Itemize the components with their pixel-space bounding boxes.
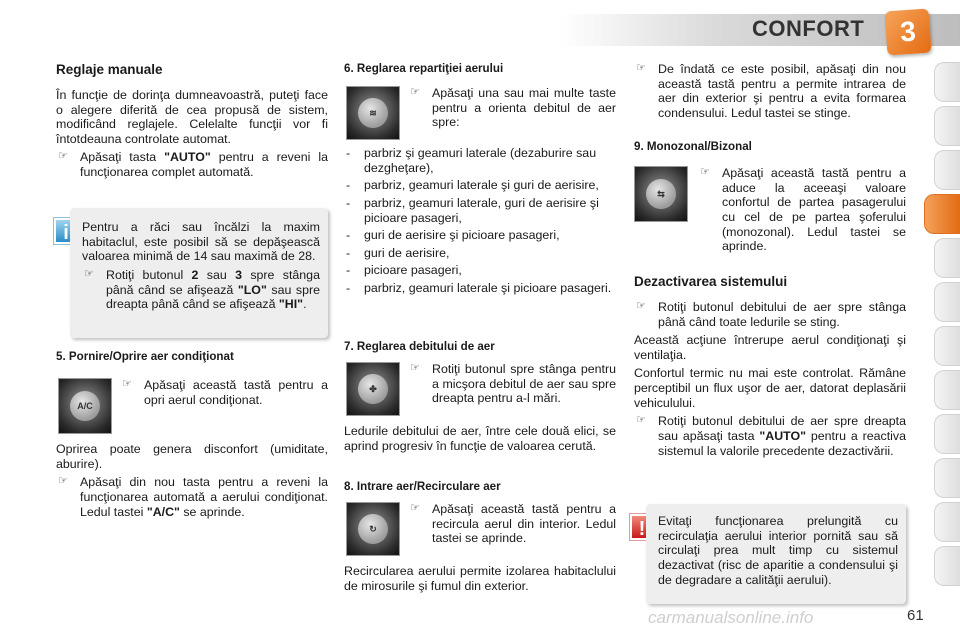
section-9-title: 9. Monozonal/Bizonal (634, 140, 752, 153)
chapter-tab[interactable] (934, 326, 960, 366)
chapter-tab-active[interactable] (924, 194, 960, 234)
section-8-title: 8. Intrare aer/Recirculare aer (344, 480, 501, 493)
deactivation-section (634, 274, 906, 462)
intro-paragraph: În funcţie de dorinţa dumneavoastră, puteţi face o alegere diferită de cea propusă de sistem, modificând reglajele. Celelalte funcţii vor fi întotdeauna controlate automat. (56, 87, 328, 146)
mono-bizone-button-image (634, 166, 688, 222)
section-title-manual: Reglaje manuale (56, 62, 163, 77)
chapter-number-badge: 3 (885, 9, 932, 56)
list-item: - parbriz, geamuri laterale, guri de aerisire şi picioare pasageri, (346, 195, 599, 225)
list-item: - parbriz, geamuri laterale şi guri de aerisire, (346, 178, 599, 193)
warning-text: Evitaţi funcţionarea prelungită cu recirculaţia aerului interior pornită sau să circulaţi prea mult timp cu sistemul dezactivat (risc de aparitie a condensului şi de degradare a calităţii aerului). (658, 514, 898, 587)
pointing-hand-icon: ☞ (636, 62, 646, 74)
pointing-hand-icon: ☞ (58, 475, 68, 488)
chapter-tab[interactable] (934, 414, 960, 454)
chapter-tab[interactable] (934, 238, 960, 278)
recirc-off-bullet: ☞ De îndată ce este posibil, apăsaţi din nou această tastă pentru a permite intrarea de aer din exterior şi pentru a evita formarea condensului. Ledul tastei se stinge. (636, 62, 906, 120)
list-item: - parbriz şi geamuri laterale (dezaburire sau dezgheţare), (346, 146, 597, 175)
distribution-list (344, 146, 616, 299)
chapter-tabs (934, 62, 960, 590)
pointing-hand-icon: ☞ (84, 267, 94, 280)
section-8-para: Recircularea aerului permite izolarea habitaclului de mirosurile şi fumul din exterior. (344, 564, 616, 593)
mono-zone-icon: ⇆ (646, 179, 676, 209)
list-item: - guri de aerisire şi picioare pasageri, (346, 228, 560, 243)
page-number: 61 (907, 607, 924, 624)
recirculation-button-image (346, 502, 400, 556)
section-5 (56, 350, 328, 372)
chapter-tab[interactable] (934, 458, 960, 498)
section-6-bullet: ☞ Apăsaţi una sau mai multe taste pentru a orienta debitul de aer spre: (410, 86, 616, 130)
ac-snowflake-icon: A/C (70, 391, 100, 421)
pointing-hand-icon: ☞ (410, 362, 420, 374)
deact-bullet-1: ☞ Rotiţi butonul debitului de aer spre stânga până când toate ledurile se sting. (636, 299, 906, 329)
list-item: - guri de aerisire, (346, 245, 450, 260)
watermark: carmanualsonline.info (648, 608, 814, 627)
warning-icon: ! (630, 514, 654, 540)
chapter-tab[interactable] (934, 546, 960, 586)
deact-para-2: Confortul termic nu mai este controlat. Rămâne perceptibil un flux uşor de aer, datorat deplasării vehiculului. (634, 366, 906, 410)
column-1 (56, 62, 328, 184)
section-5-bullet: ☞ Apăsaţi această tastă pentru a opri aerul condiţionat. (122, 378, 328, 407)
section-5-title: 5. Pornire/Oprire aer condiţionat (56, 350, 234, 363)
air-distribution-icon: ≋ (358, 98, 388, 128)
chapter-tab[interactable] (934, 106, 960, 146)
pointing-hand-icon: ☞ (410, 502, 420, 514)
section-7-bullet: ☞ Rotiţi butonul spre stânga pentru a micşora debitul de aer sau spre dreapta pentru a-l mări. (410, 362, 616, 406)
info-bullet: ☞ Rotiţi butonul 2 sau 3 spre stânga până când se afişează "LO" sau spre dreapta până când se afişează "HI". (84, 267, 320, 312)
info-icon: i (54, 218, 78, 244)
pointing-hand-icon: ☞ (700, 166, 710, 178)
deact-para-1: Această acţiune întrerupe aerul condiţionaţi şi ventilaţia. (634, 333, 906, 362)
chapter-tab[interactable] (934, 62, 960, 102)
air-flow-knob-image (346, 362, 400, 416)
section-7-para: Ledurile debitului de aer, între cele două elici, se aprind progresiv în funcţie de valoarea cerută. (344, 424, 616, 453)
chapter-tab[interactable] (934, 502, 960, 542)
bullet-auto: ☞ Apăsaţi tasta "AUTO" pentru a reveni la funcţionarea complet automată. (58, 150, 328, 180)
column-3 (634, 62, 906, 125)
pointing-hand-icon: ☞ (636, 414, 646, 427)
info-box (70, 208, 328, 338)
section-7-title: 7. Reglarea debitului de aer (344, 340, 495, 353)
pointing-hand-icon: ☞ (58, 150, 68, 163)
pointing-hand-icon: ☞ (122, 378, 132, 390)
section-5-bullet2: ☞ Apăsaţi din nou tasta pentru a reveni la funcţionarea automată a aerului condiţionat. Ledul tastei "A/C" se aprinde. (58, 475, 328, 519)
fan-icon: ✤ (358, 374, 388, 404)
section-8-bullet: ☞ Apăsaţi această tastă pentru a recircula aerul din interior. Ledul tastei se aprinde. (410, 502, 616, 546)
warning-box (646, 504, 906, 604)
chapter-tab[interactable] (934, 150, 960, 190)
pointing-hand-icon: ☞ (410, 86, 420, 98)
section-5-para: Oprirea poate genera disconfort (umiditate, aburire). (56, 442, 328, 471)
air-distribution-button-image (346, 86, 400, 140)
page-header (0, 0, 960, 52)
section-6-title: 6. Reglarea repartiţiei aerului (344, 62, 504, 75)
deact-bullet-2: ☞ Rotiţi butonul debitului de aer spre dreapta sau apăsaţi tasta "AUTO" pentru a reactiva sistemul la valorile precedente dezactivării. (636, 414, 906, 458)
info-text: Pentru a răci sau încălzi la maxim habitaclul, este posibil să se depăşească valoarea minimă de 14 sau maximă de 28. (82, 220, 320, 264)
recirculation-icon: ↻ (358, 514, 388, 544)
deactivation-title: Dezactivarea sistemului (634, 274, 788, 289)
list-item: - picioare pasageri, (346, 263, 462, 278)
chapter-tab[interactable] (934, 370, 960, 410)
pointing-hand-icon: ☞ (636, 299, 646, 312)
chapter-title: CONFORT (752, 16, 865, 41)
chapter-tab[interactable] (934, 282, 960, 322)
list-item: - parbriz, geamuri laterale şi picioare pasageri. (346, 281, 612, 295)
column-2 (344, 62, 616, 84)
ac-button-image (58, 378, 112, 434)
section-9-bullet: ☞ Apăsaţi această tastă pentru a aduce la aceeaşi valoare confortul de partea pasagerului cu cel de pe partea şoferului (monozonal). Ledul tastei se aprinde. (700, 166, 906, 254)
